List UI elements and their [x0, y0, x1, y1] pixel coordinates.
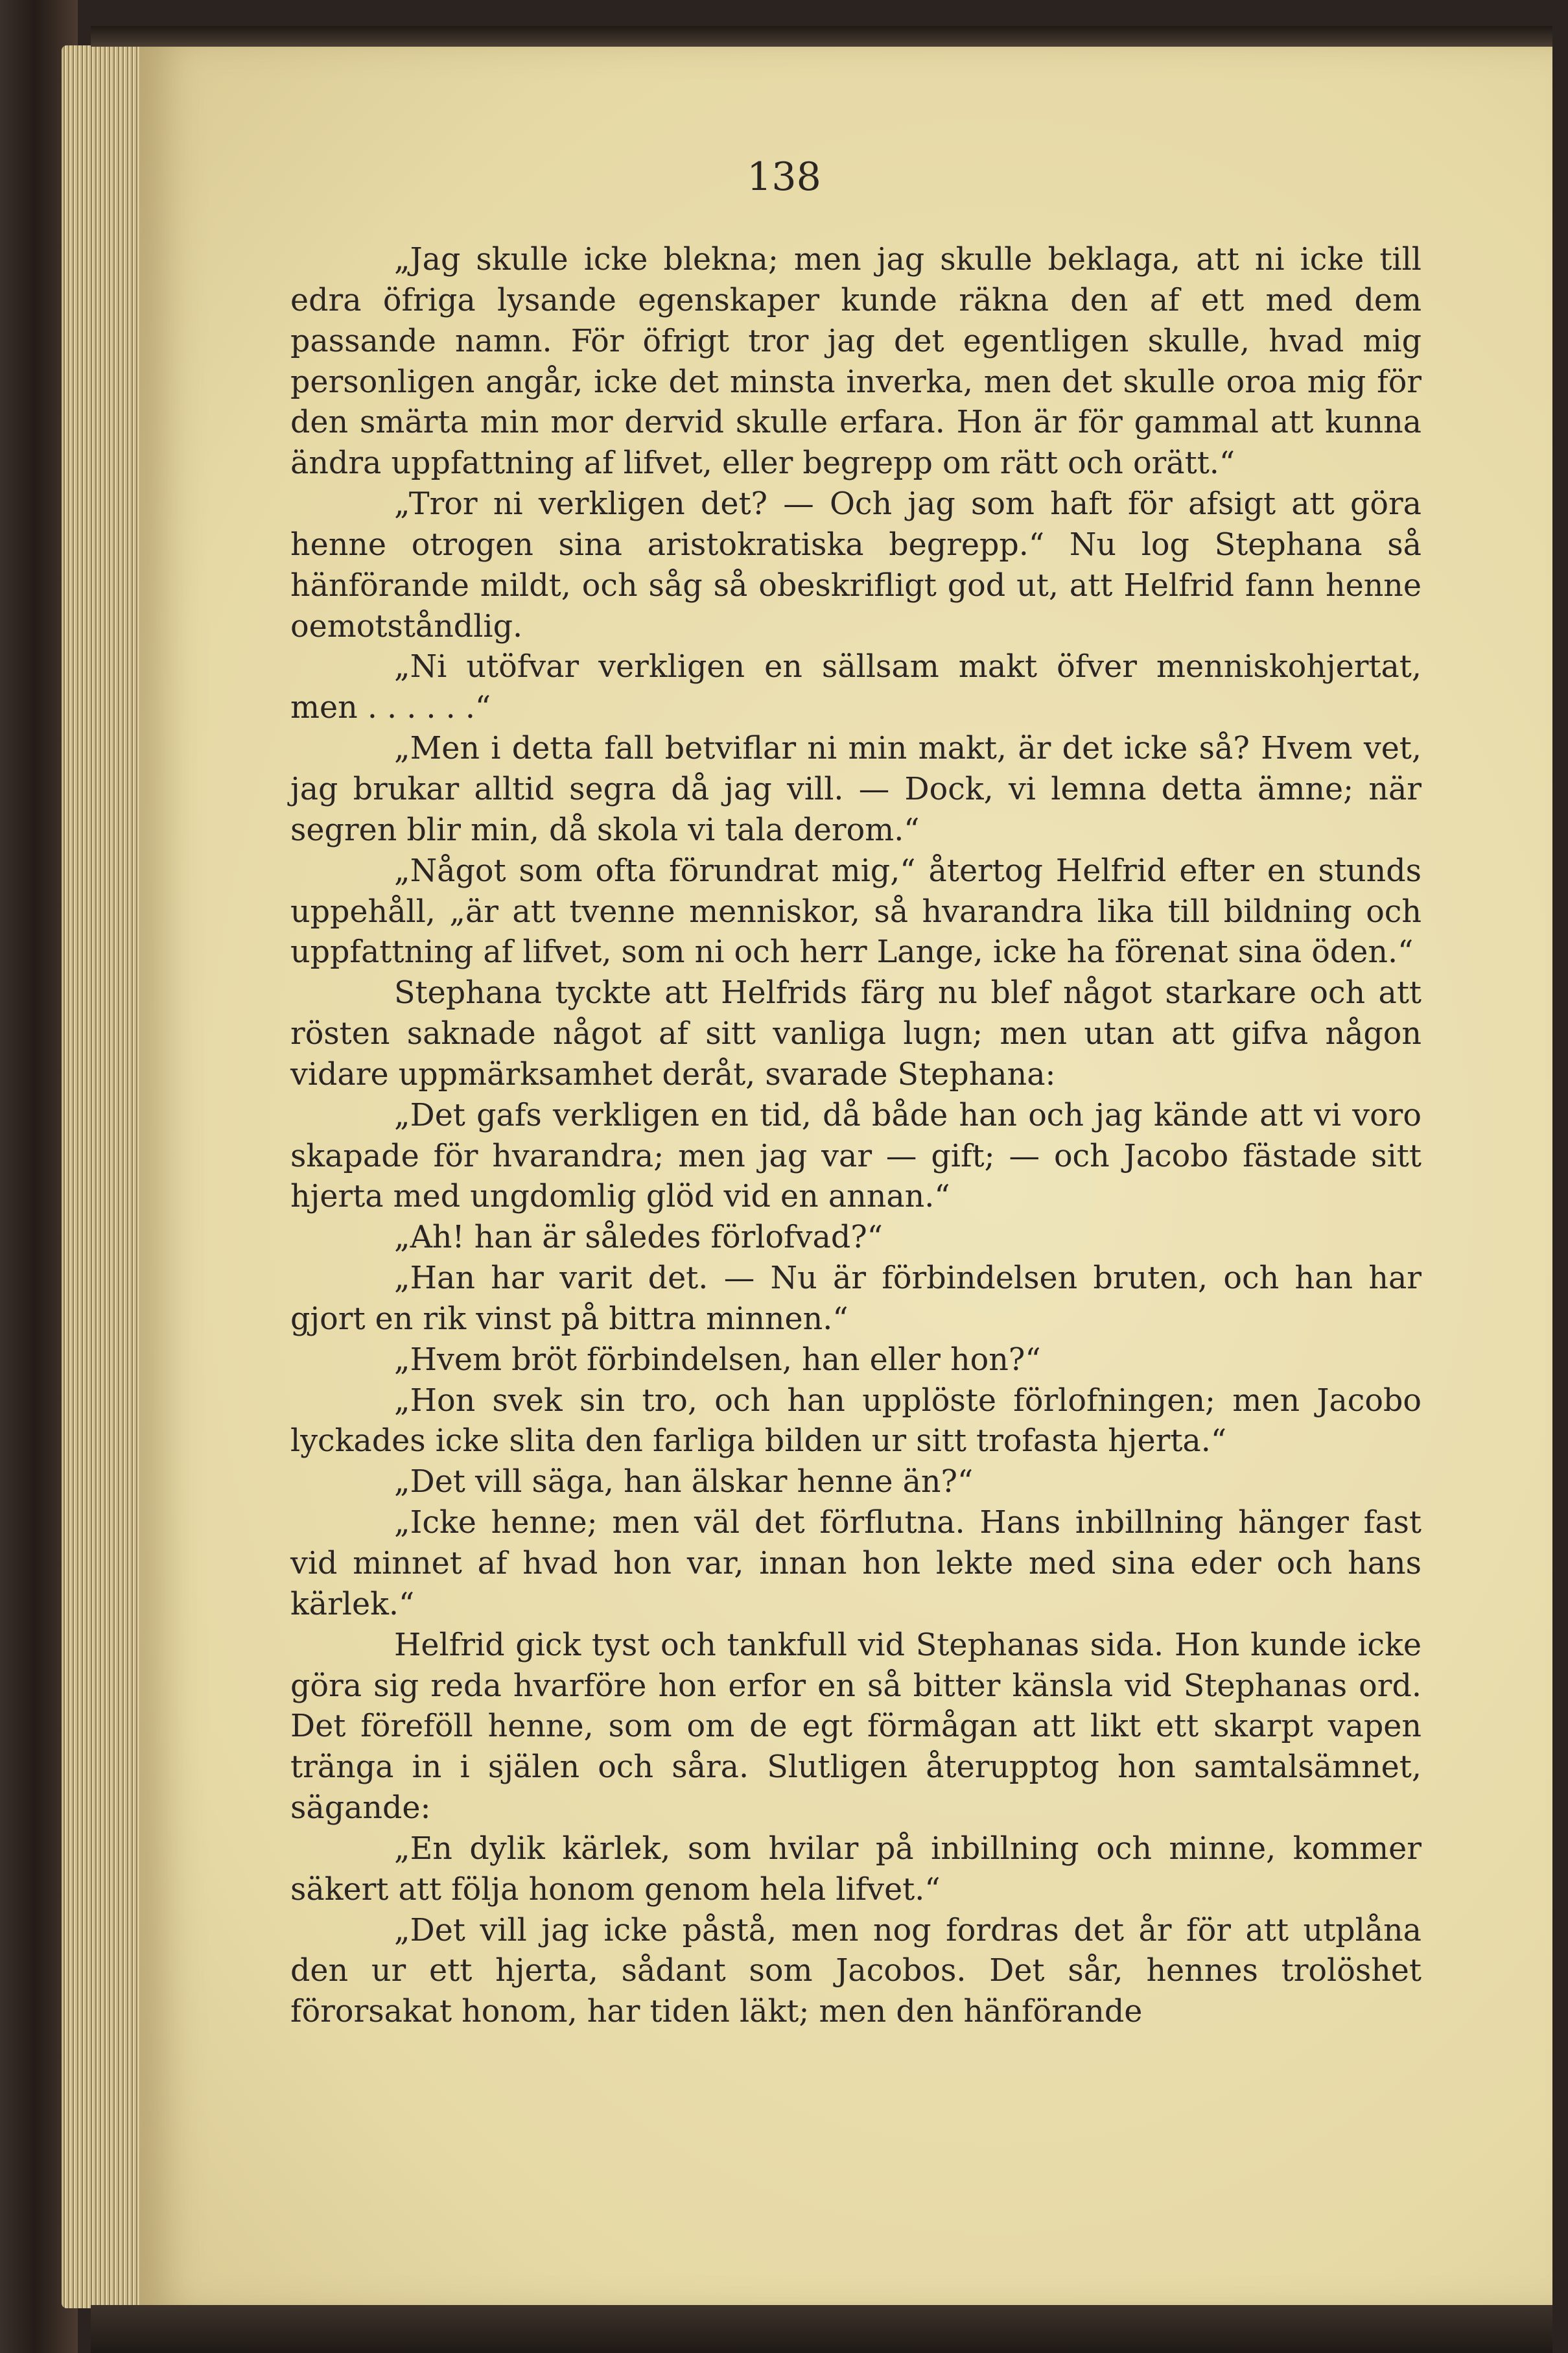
paragraph: „Det vill jag icke påstå, men nog fordras det år för att utplåna den ur ett hjerta, sådant som Jacobos. Det sår, hennes trolöshet förorsakat honom, har tiden läkt; men den hänförande — [290, 1912, 1422, 2030]
paragraph: Stephana tyckte att Helfrids färg nu blef något starkare och att rösten saknade något af sitt vanliga lugn; men utan att gifva någon vidare uppmärksamhet deråt, svarade Stephana: — [290, 975, 1422, 1093]
paragraph: „Tror ni verkligen det? — Och jag som haft för afsigt att göra henne otrogen sina aristokratiska begrepp.“ Nu log Stephana så hänförande mildt, och såg så obeskrifligt god ut, att Helfrid fann henne oemotståndlig. — [290, 486, 1422, 644]
paragraph: „Icke henne; men väl det förflutna. Hans inbillning hänger fast vid minnet af hvad hon var, innan hon lekte med sina eder och hans kärlek.“ — [290, 1505, 1422, 1622]
paragraph: „Jag skulle icke blekna; men jag skulle beklaga, att ni icke till edra öfriga lysande egenskaper kunde räkna den af ett med dem passande namn. För öfrigt tror jag det egentligen skulle, hvad mig personligen angår, icke det minsta inverka, men det skulle oroa mig för den smärta min mor dervid skulle erfara. Hon är för gammal att kunna ändra uppfattning af lifvet, eller begrepp om rätt och orätt.“ — [290, 242, 1422, 482]
paragraph: „Ni utöfvar verkligen en sällsam makt öfver menniskohjertat, men . . . . . .“ — [290, 649, 1422, 726]
paragraph: „Det vill säga, han älskar henne än?“ — [394, 1464, 974, 1500]
paragraph: „Hon svek sin tro, och han upplöste förlofningen; men Jacobo lyckades icke slita den farliga bilden ur sitt trofasta hjerta.“ — [290, 1382, 1422, 1460]
book-page-edges — [62, 45, 146, 2308]
body-text — [290, 240, 1422, 2033]
top-scan-border — [91, 26, 1562, 47]
paragraph: „Hvem bröt förbindelsen, han eller hon?“ — [394, 1342, 1041, 1378]
paragraph: „En dylik kärlek, som hvilar på inbillning och minne, kommer säkert att följa honom genom hela lifvet.“ — [290, 1830, 1422, 1908]
paragraph: „Något som ofta förundrat mig,“ återtog Helfrid efter en stunds uppehåll, „är att tvenne menniskor, så hvarandra lika till bildning och uppfattning af lifvet, som ni och herr Lange, icke ha förenat sina öden.“ — [290, 853, 1422, 971]
paragraph: „Men i detta fall betviflar ni min makt, är det icke så? Hvem vet, jag brukar alltid segra då jag vill. — Dock, vi lemna detta ämne; när segren blir min, då skola vi tala derom.“ — [290, 731, 1422, 848]
paragraph: „Han har varit det. — Nu är förbindelsen bruten, och han har gjort en rik vinst på bittra minnen.“ — [290, 1260, 1422, 1337]
paragraph: „Ah! han är således förlofvad?“ — [394, 1220, 883, 1256]
bottom-scan-border — [91, 2305, 1562, 2353]
paragraph: „Det gafs verkligen en tid, då både han och jag kände att vi voro skapade för hvarandra; men jag var — gift; — och Jacobo fästade sitt hjerta med ungdomlig glöd vid en annan.“ — [290, 1097, 1422, 1215]
page-number: 138 — [747, 154, 821, 200]
paragraph: Helfrid gick tyst och tankfull vid Stephanas sida. Hon kunde icke göra sig reda hvarföre hon erfor en så bitter känsla vid Stephanas ord. Det föreföll henne, som om de egt förmågan att likt ett skarpt vapen tränga in i själen och såra. Slutligen återupptog hon samtalsämnet, sägande: — [290, 1627, 1422, 1827]
right-scan-border — [1552, 26, 1568, 2353]
